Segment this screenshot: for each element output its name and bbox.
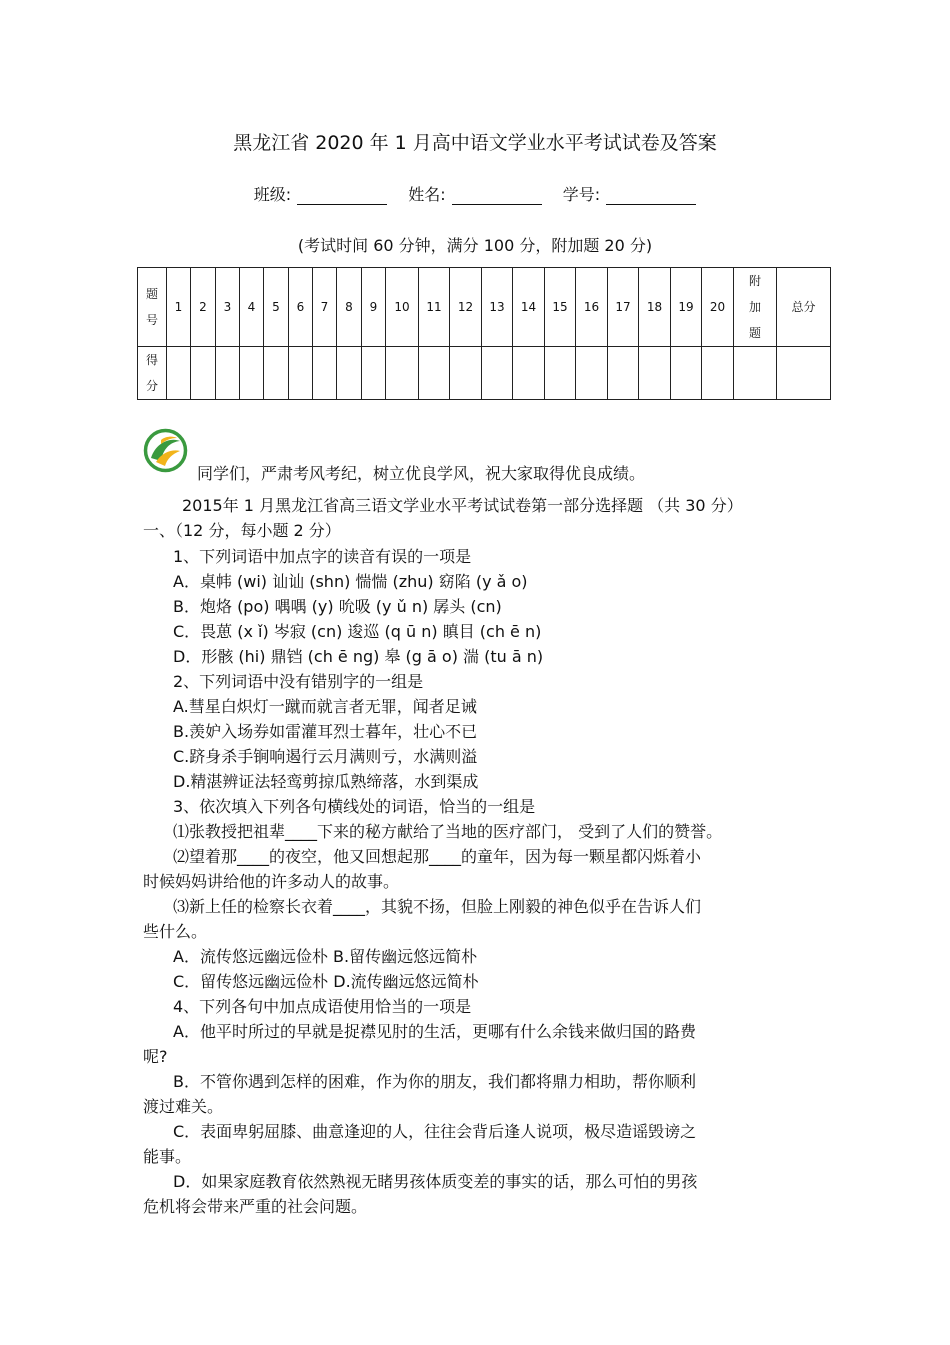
option-line: C．畏葸 (x ǐ) 岑寂 (cn) 逡巡 (q ū n) 瞋目 (ch ē n) xyxy=(173,622,542,641)
score-cell[interactable] xyxy=(386,347,419,400)
question-number: 16 xyxy=(576,268,608,347)
option-line: A．他平时所过的早就是捉襟见肘的生活，更哪有什么余钱来做归国的路费 xyxy=(173,1022,696,1041)
question-number: 10 xyxy=(386,268,419,347)
option-line: C．留传悠远幽远俭朴 D.流传幽远悠远简朴 xyxy=(173,972,479,991)
score-table-number-row xyxy=(138,268,831,347)
score-cell[interactable] xyxy=(191,347,216,400)
swirl-logo-icon xyxy=(143,428,188,473)
question-number: 18 xyxy=(639,268,671,347)
question-number: 17 xyxy=(608,268,639,347)
option-line: 渡过难关。 xyxy=(143,1097,224,1116)
question-3: 3、依次填入下列各句横线处的词语，恰当的一组是 xyxy=(173,797,536,816)
score-cell[interactable] xyxy=(216,347,240,400)
class-blank xyxy=(297,188,387,205)
name-blank xyxy=(452,188,542,205)
greeting-line: 同学们，严肃考风考纪，树立优良学风，祝大家取得优良成绩。 xyxy=(197,464,646,483)
option-line: 呢? xyxy=(143,1047,168,1066)
question-number: 14 xyxy=(513,268,545,347)
question-number: 15 xyxy=(545,268,576,347)
sentence-line: 些什么。 xyxy=(143,922,208,941)
student-info xyxy=(0,182,950,205)
score-cell[interactable] xyxy=(702,347,734,400)
score-cell[interactable] xyxy=(167,347,191,400)
score-cell[interactable] xyxy=(513,347,545,400)
question-number: 9 xyxy=(362,268,386,347)
total-score-cell[interactable] xyxy=(777,347,831,400)
option-line: 危机将会带来严重的社会问题。 xyxy=(143,1197,368,1216)
score-cell[interactable] xyxy=(313,347,337,400)
question-number: 13 xyxy=(482,268,513,347)
extra-question-header: 附 加 题 xyxy=(734,268,777,347)
total-score-header: 总分 xyxy=(777,268,831,347)
option-line: D．形骸 (hi) 鼎铛 (ch ē ng) 皋 (g ā o) 湍 (tu ā n) xyxy=(173,647,544,666)
exam-note: (考试时间 60 分钟，满分 100 分，附加题 20 分) xyxy=(297,236,653,255)
score-cell[interactable] xyxy=(482,347,513,400)
question-number: 4 xyxy=(240,268,264,347)
score-cell[interactable] xyxy=(337,347,362,400)
score-cell[interactable] xyxy=(362,347,386,400)
page-title: 黑龙江省 2020 年 1 月高中语文学业水平考试试卷及答案 xyxy=(233,132,717,154)
question-number: 3 xyxy=(216,268,240,347)
option-line: 能事。 xyxy=(143,1147,192,1166)
option-line: B．不管你遇到怎样的困难，作为你的朋友，我们都将鼎力相助，帮你顺利 xyxy=(173,1072,696,1091)
option-line: B．炮烙 (po) 喁喁 (y) 吮吸 (y ǔ n) 孱头 (cn) xyxy=(173,597,502,616)
score-table xyxy=(137,267,831,400)
option-line: A．桌帏 (wi) 讪讪 (shn) 惴惴 (zhu) 窈陷 (y ǎ o) xyxy=(173,572,528,591)
extra-score-cell[interactable] xyxy=(734,347,777,400)
id-label: 学号: xyxy=(562,185,601,204)
question-number: 12 xyxy=(450,268,482,347)
sentence-line: ⑶新上任的检察长衣着____，其貌不扬，但脸上刚毅的神色似乎在告诉人们 xyxy=(173,897,702,916)
question-4: 4、下列各句中加点成语使用恰当的一项是 xyxy=(173,997,472,1016)
score-cell[interactable] xyxy=(264,347,289,400)
score-cell[interactable] xyxy=(419,347,450,400)
score-cell[interactable] xyxy=(671,347,702,400)
sentence-line: 时候妈妈讲给他的许多动人的故事。 xyxy=(143,872,400,891)
score-cell[interactable] xyxy=(576,347,608,400)
question-number: 6 xyxy=(289,268,313,347)
option-line: A.彗星白炽灯一蹴而就言者无罪，闻者足诫 xyxy=(173,697,477,716)
row-header-question: 题 号 xyxy=(138,268,167,347)
question-number: 5 xyxy=(264,268,289,347)
option-line: D.精湛辨证法轻鸾剪掠瓜熟缔落，水到渠成 xyxy=(173,772,479,791)
row-header-score: 得 分 xyxy=(138,347,167,400)
sentence-line: ⑴张教授把祖辈____下来的秘方献给了当地的医疗部门， 受到了人们的赞誉。 xyxy=(173,822,723,841)
score-cell[interactable] xyxy=(608,347,639,400)
score-table-score-row xyxy=(138,347,831,400)
question-2: 2、下列词语中没有错别字的一组是 xyxy=(173,672,424,691)
part-heading: 一、（12 分，每小题 2 分） xyxy=(143,521,341,540)
question-number: 8 xyxy=(337,268,362,347)
option-line: C．表面卑躬屈膝、曲意逢迎的人，往往会背后逢人说项，极尽造谣毁谤之 xyxy=(173,1122,697,1141)
id-blank xyxy=(606,188,696,205)
score-cell[interactable] xyxy=(240,347,264,400)
class-label: 班级: xyxy=(253,185,292,204)
question-1: 1、下列词语中加点字的读音有误的一项是 xyxy=(173,547,472,566)
score-cell[interactable] xyxy=(450,347,482,400)
option-line: A．流传悠远幽远俭朴 B.留传幽远悠远简朴 xyxy=(173,947,478,966)
option-line: D．如果家庭教育依然熟视无睹男孩体质变差的事实的话，那么可怕的男孩 xyxy=(173,1172,698,1191)
question-number: 20 xyxy=(702,268,734,347)
score-cell[interactable] xyxy=(545,347,576,400)
question-number: 2 xyxy=(191,268,216,347)
option-line: C.跻身杀手锏响遏行云月满则亏，水满则溢 xyxy=(173,747,478,766)
question-number: 19 xyxy=(671,268,702,347)
question-number: 1 xyxy=(167,268,191,347)
question-number: 11 xyxy=(419,268,450,347)
sentence-line: ⑵望着那____的夜空，他又回想起那____的童年，因为每一颗星都闪烁着小 xyxy=(173,847,702,866)
name-label: 姓名: xyxy=(408,185,446,204)
question-number: 7 xyxy=(313,268,337,347)
score-cell[interactable] xyxy=(639,347,671,400)
option-line: B.羡妒入场券如雷灌耳烈士暮年，壮心不已 xyxy=(173,722,478,741)
section-heading: 2015年 1 月黑龙江省高三语文学业水平考试试卷第一部分选择题 （共 30 分） xyxy=(182,496,743,515)
score-cell[interactable] xyxy=(289,347,313,400)
